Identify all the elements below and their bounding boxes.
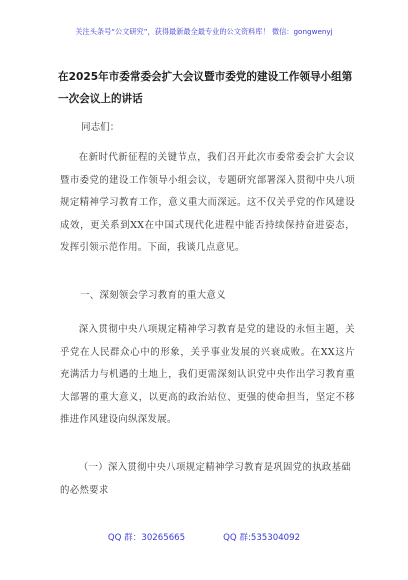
document-title: 在2025年市委常委会扩大会议暨市委党的建设工作领导小组第一次会议上的讲话: [58, 71, 353, 105]
footer-qq-group-2: QQ 群:535304092: [223, 533, 301, 543]
body-paragraph-section-one: 深入贯彻中央八项规定精神学习教育是党的建设的永恒主题，关乎党在人民群众心中的形象，关乎事业发展的兴衰成败。在XX这片充满活力与机遇的土地上，我们更需深刻认识党中央作出学习教育重大部署的重大意义，以更高的政治站位、更强的使命担当，坚定不移推进作风建设向纵深发展。: [60, 324, 355, 426]
body-paragraph-intro: 在新时代新征程的关键节点，我们召开此次市委常委会扩大会议暨市委党的建设工作领导小组会议，专题研究部署深入贯彻中央八项规定精神学习教育工作，意义重大而深远。这不仅关乎党的作风建设成效，更关系到XX在中国式现代化进程中能否持续保持奋进姿态，发挥引领示范作用。下面，我谈几点意见。: [60, 152, 355, 254]
footer-contact: [0, 532, 408, 544]
subsection-heading: （一）深入贯彻中央八项规定精神学习教育是巩固党的执政基础的必然要求: [60, 462, 352, 496]
salutation: 同志们：: [81, 122, 120, 133]
section-heading: 一、深刻领会学习教育的重大意义: [80, 290, 226, 301]
footer-qq-group-1: QQ 群：30265665: [107, 533, 186, 543]
header-banner: 关注头条号“公文研究”，获得最新最全最专业的公文资料库！ 微信：gongwenyj: [75, 27, 333, 36]
